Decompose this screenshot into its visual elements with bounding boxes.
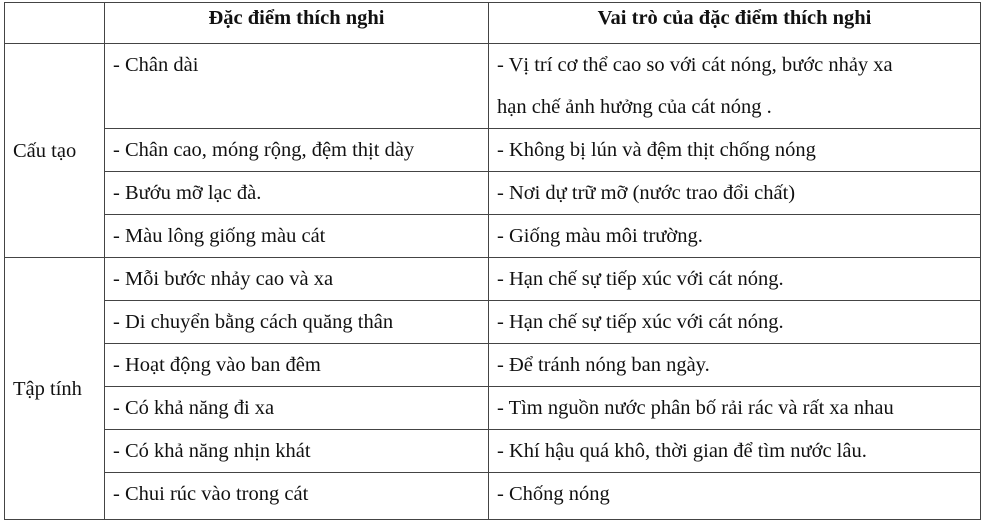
table-row — [5, 215, 981, 258]
trait-cell: - Chui rúc vào trong cát — [105, 473, 489, 520]
edge-mark — [980, 180, 981, 214]
group-label-structure: Cấu tạo — [5, 44, 105, 258]
table-row — [5, 301, 981, 344]
role-line: hạn chế ảnh hưởng của cát nóng . — [497, 96, 772, 118]
trait-cell: - Mỗi bước nhảy cao và xa — [105, 258, 489, 301]
role-line: - Vị trí cơ thể cao so với cát nóng, bước nhảy xa — [497, 54, 893, 76]
table-row — [5, 44, 981, 129]
trait-cell: - Chân dài — [105, 44, 489, 129]
trait-cell: - Hoạt động vào ban đêm — [105, 344, 489, 387]
role-cell: - Để tránh nóng ban ngày. — [489, 344, 981, 387]
table-row — [5, 430, 981, 473]
trait-cell: - Có khả năng đi xa — [105, 387, 489, 430]
role-cell: - Hạn chế sự tiếp xúc với cát nóng. — [489, 258, 981, 301]
table-row — [5, 129, 981, 172]
trait-cell: - Chân cao, móng rộng, đệm thịt dày — [105, 129, 489, 172]
trait-cell: - Có khả năng nhịn khát — [105, 430, 489, 473]
header-group — [5, 3, 105, 44]
table-row — [5, 172, 981, 215]
role-cell: - Nơi dự trữ mỡ (nước trao đổi chất) — [489, 172, 981, 215]
header-trait: Đặc điểm thích nghi — [105, 3, 489, 44]
role-cell: - Không bị lún và đệm thịt chống nóng — [489, 129, 981, 172]
group-label-behavior: Tập tính — [5, 258, 105, 520]
role-cell: - Chống nóng — [489, 473, 981, 520]
table-row — [5, 344, 981, 387]
header-row — [5, 3, 981, 44]
table-row — [5, 258, 981, 301]
role-cell: - Giống màu môi trường. — [489, 215, 981, 258]
table-row — [5, 387, 981, 430]
role-cell: - Hạn chế sự tiếp xúc với cát nóng. — [489, 301, 981, 344]
role-cell — [489, 44, 981, 129]
header-role: Vai trò của đặc điểm thích nghi — [489, 3, 981, 44]
role-cell: - Tìm nguồn nước phân bố rải rác và rất xa nhau — [489, 387, 981, 430]
trait-cell: - Di chuyển bằng cách quăng thân — [105, 301, 489, 344]
trait-cell: - Màu lông giống màu cát — [105, 215, 489, 258]
table-row — [5, 473, 981, 520]
trait-cell: - Bướu mỡ lạc đà. — [105, 172, 489, 215]
role-cell: - Khí hậu quá khô, thời gian để tìm nước lâu. — [489, 430, 981, 473]
adaptation-table — [4, 2, 981, 520]
